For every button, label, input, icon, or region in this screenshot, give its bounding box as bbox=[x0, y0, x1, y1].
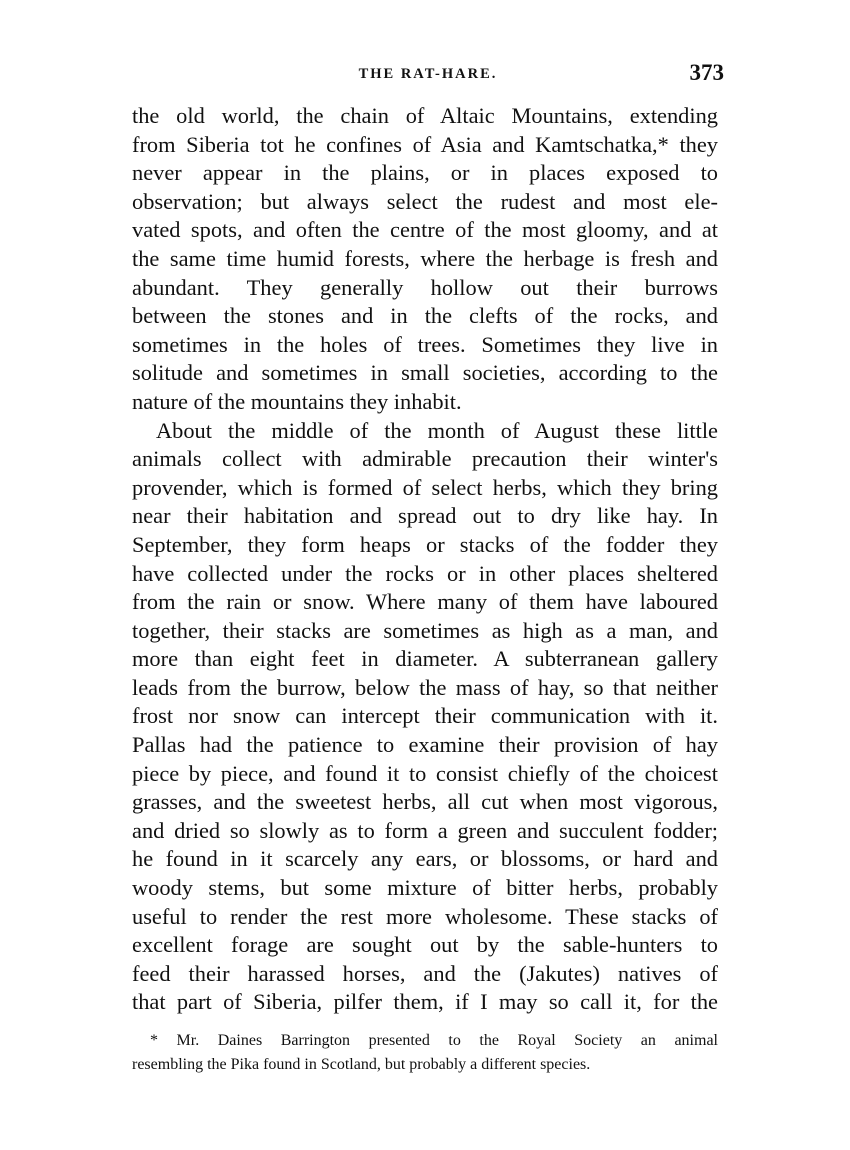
text-line: leads from the burrow, below the mass of hay, so that neither bbox=[132, 674, 718, 700]
text-line: more than eight feet in diameter. A subterranean gallery bbox=[132, 646, 718, 672]
text-line: feed their harassed horses, and the (Jakutes) natives of bbox=[132, 960, 718, 986]
footnote-line: resembling the Pika found in Scotland, but probably a different species. bbox=[132, 1056, 591, 1073]
text-line: abundant. They generally hollow out their burrows bbox=[132, 274, 718, 300]
text-line: have collected under the rocks or in other places sheltered bbox=[132, 560, 718, 586]
text-line: near their habitation and spread out to dry like hay. In bbox=[132, 503, 718, 529]
text-line: solitude and sometimes in small societies, according to the bbox=[132, 360, 718, 386]
running-head bbox=[132, 60, 724, 90]
text-line: he found in it scarcely any ears, or blossoms, or hard and bbox=[132, 846, 718, 872]
text-line: from Siberia tot he confines of Asia and Kamtschatka,* they bbox=[132, 131, 718, 157]
text-line: grasses, and the sweetest herbs, all cut when most vigorous, bbox=[132, 789, 718, 815]
running-title: THE RAT-HARE. bbox=[358, 66, 498, 82]
text-line: and dried so slowly as to form a green and succulent fodder; bbox=[132, 817, 718, 843]
text-line: Pallas had the patience to examine their provision of hay bbox=[132, 732, 718, 758]
text-line: sometimes in the holes of trees. Sometimes they live in bbox=[132, 331, 718, 357]
text-line: the old world, the chain of Altaic Mountains, extending bbox=[132, 103, 718, 128]
text-line: together, their stacks are sometimes as high as a man, and bbox=[132, 617, 718, 643]
text-line: woody stems, but some mixture of bitter herbs, probably bbox=[132, 875, 718, 901]
text-line: the same time humid forests, where the herbage is fresh and bbox=[132, 245, 718, 271]
text-line: animals collect with admirable precaution their winter's bbox=[132, 446, 718, 472]
text-line: that part of Siberia, pilfer them, if I may so call it, for the bbox=[132, 989, 718, 1015]
text-line: frost nor snow can intercept their communication with it. bbox=[132, 703, 718, 729]
text-line: piece by piece, and found it to consist chiefly of the choicest bbox=[132, 760, 718, 786]
text-line: never appear in the plains, or in places exposed to bbox=[132, 160, 718, 186]
footnote-line: * Mr. Daines Barrington presented to the Royal Society an animal bbox=[150, 1032, 718, 1049]
paragraph-last-line: nature of the mountains they inhabit. bbox=[132, 388, 462, 414]
text-line: from the rain or snow. Where many of them have laboured bbox=[132, 589, 718, 615]
footnote bbox=[132, 1029, 718, 1077]
text-line: excellent forage are sought out by the sable-hunters to bbox=[132, 932, 718, 958]
text-line: vated spots, and often the centre of the most gloomy, and at bbox=[132, 217, 718, 243]
text-line: between the stones and in the clefts of the rocks, and bbox=[132, 303, 718, 329]
body-text bbox=[132, 102, 718, 1017]
text-line: September, they form heaps or stacks of the fodder they bbox=[132, 531, 718, 557]
page-number: 373 bbox=[689, 60, 724, 85]
text-line: provender, which is formed of select herbs, which they bring bbox=[132, 474, 718, 500]
paragraph-first-line: About the middle of the month of August these little bbox=[156, 417, 718, 443]
text-line: observation; but always select the rudest and most ele- bbox=[132, 188, 718, 214]
text-line: useful to render the rest more wholesome. These stacks of bbox=[132, 903, 718, 929]
